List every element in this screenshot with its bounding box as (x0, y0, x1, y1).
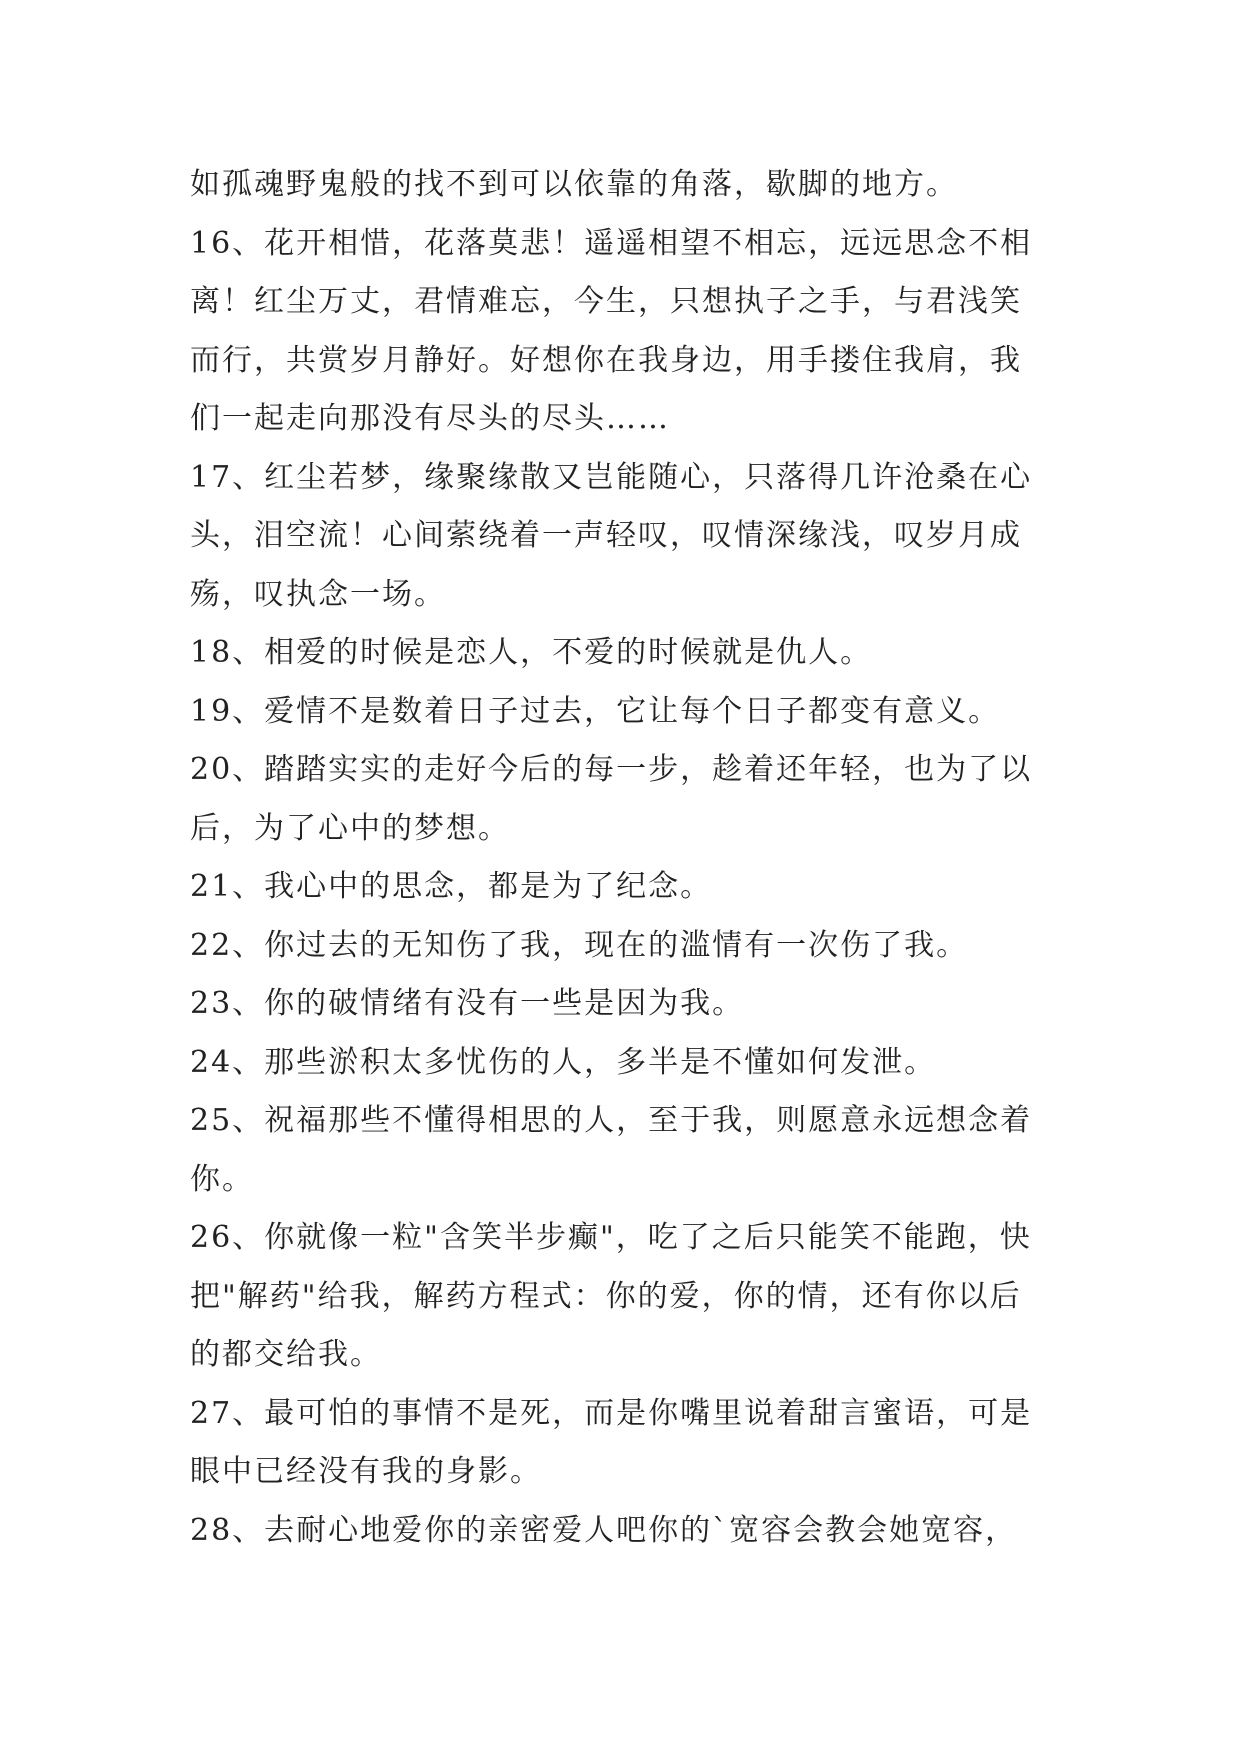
text-line: 头，泪空流！心间萦绕着一声轻叹，叹情深缘浅，叹岁月成 (190, 518, 1022, 553)
text-line: 们一起走向那没有尽头的尽头…… (190, 401, 670, 436)
text-line: 18、相爱的时候是恋人，不爱的时候就是仇人。 (190, 635, 873, 670)
text-line: 而行，共赏岁月静好。好想你在我身边，用手搂住我肩，我 (190, 342, 1022, 378)
text-line: 17、红尘若梦，缘聚缘散又岂能随心，只落得几许沧桑在心 (190, 459, 1033, 495)
text-line: 殇，叹执念一场。 (190, 576, 446, 612)
body-text (190, 156, 1060, 1560)
text-line: 20、踏踏实实的走好今后的每一步，趁着还年轻，也为了以 (190, 752, 1033, 787)
text-line: 28、去耐心地爱你的亲密爱人吧你的`宽容会教会她宽容， (190, 1512, 1018, 1548)
text-line: 27、最可怕的事情不是死，而是你嘴里说着甜言蜜语，可是 (190, 1395, 1033, 1431)
text-line: 24、那些淤积太多忧伤的人，多半是不懂如何发泄。 (190, 1044, 937, 1080)
text-line: 26、你就像一粒"含笑半步癫"，吃了之后只能笑不能跑，快 (190, 1220, 1032, 1255)
text-line: 如孤魂野鬼般的找不到可以依靠的角落，歇脚的地方。 (190, 167, 958, 202)
text-line: 25、祝福那些不懂得相思的人，至于我，则愿意永远想念着 (190, 1103, 1033, 1138)
text-line: 21、我心中的思念，都是为了纪念。 (190, 869, 713, 904)
text-line: 后，为了心中的梦想。 (190, 810, 510, 846)
text-line: 16、花开相惜，花落莫悲！遥遥相望不相忘，远远思念不相 (190, 225, 1033, 261)
text-line: 23、你的破情绪有没有一些是因为我。 (190, 986, 745, 1021)
text-line: 离！红尘万丈，君情难忘，今生，只想执子之手，与君浅笑 (190, 284, 1022, 319)
text-line: 眼中已经没有我的身影。 (190, 1454, 542, 1489)
text-line: 19、爱情不是数着日子过去，它让每个日子都变有意义。 (190, 693, 1001, 729)
text-line: 把"解药"给我，解药方程式：你的爱，你的情，还有你以后 (190, 1278, 1022, 1314)
text-line: 22、你过去的无知伤了我，现在的滥情有一次伤了我。 (190, 927, 969, 963)
text-line: 你。 (190, 1161, 254, 1197)
text-line: 的都交给我。 (190, 1337, 382, 1372)
